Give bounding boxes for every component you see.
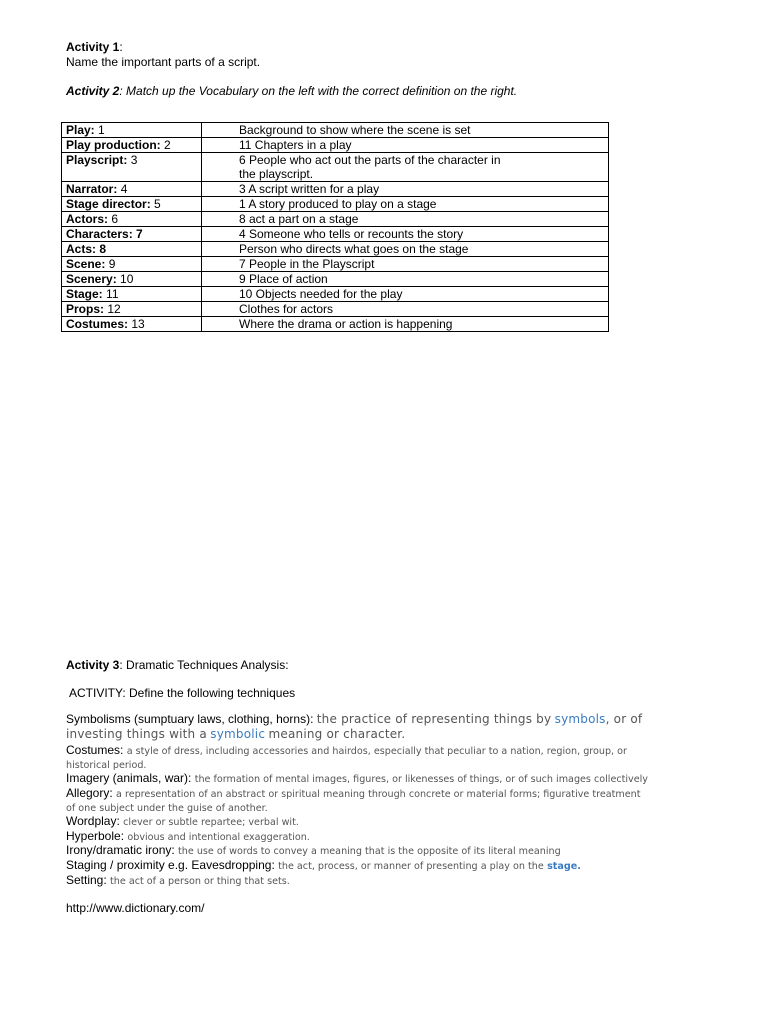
term-cell bbox=[62, 197, 202, 212]
technique-wordplay bbox=[66, 815, 706, 829]
technique-line bbox=[66, 787, 706, 801]
definition-line: the playscript. bbox=[239, 167, 314, 181]
table-row bbox=[62, 138, 609, 153]
technique-definition: the act of a person or thing that sets. bbox=[110, 876, 290, 887]
table-row bbox=[62, 182, 609, 197]
term-cell bbox=[62, 227, 202, 242]
term-label: Narrator: bbox=[66, 182, 118, 196]
technique-definition: the act, process, or manner of presenting a play on the bbox=[278, 861, 544, 872]
technique-staging bbox=[66, 859, 706, 873]
term-number: 9 bbox=[108, 257, 116, 271]
technique-definition: meaning or character. bbox=[268, 727, 406, 741]
table-row bbox=[62, 227, 609, 242]
technique-definition: of one subject under the guise of another. bbox=[66, 803, 268, 814]
technique-term: Symbolisms (sumptuary laws, clothing, horns): bbox=[66, 712, 314, 726]
technique-definition: clever or subtle repartee; verbal wit. bbox=[123, 817, 299, 828]
table-row bbox=[62, 272, 609, 287]
term-number: 8 bbox=[99, 242, 107, 256]
term-cell bbox=[62, 138, 202, 153]
definition-cell: 8 act a part on a stage bbox=[202, 212, 609, 227]
term-label: Playscript: bbox=[66, 153, 128, 167]
term-label: Scenery: bbox=[66, 272, 117, 286]
technique-line bbox=[66, 728, 706, 741]
term-cell bbox=[62, 153, 202, 182]
term-cell bbox=[62, 257, 202, 272]
technique-definition: a representation of an abstract or spiritual meaning through concrete or material forms; figurative treatment bbox=[116, 789, 641, 800]
technique-definition: the practice of representing things by bbox=[316, 712, 552, 726]
activity2-title bbox=[66, 84, 517, 98]
technique-definition: investing things with a bbox=[66, 727, 207, 741]
term-number: 3 bbox=[130, 153, 138, 167]
technique-definition: a style of dress, including accessories and hairdos, especially that peculiar to a nation, region, group, or bbox=[126, 746, 627, 757]
table-row bbox=[62, 302, 609, 317]
activity3-title bbox=[66, 658, 289, 672]
activity3-title-text: : Dramatic Techniques Analysis: bbox=[119, 658, 289, 672]
activity3-subheading: ACTIVITY: Define the following techniques bbox=[69, 686, 296, 700]
definition-cell: Person who directs what goes on the stage bbox=[202, 242, 609, 257]
technique-term: Wordplay: bbox=[66, 814, 120, 828]
term-label: Actors: bbox=[66, 212, 109, 226]
technique-definition: , or of bbox=[605, 712, 643, 726]
table-row bbox=[62, 153, 609, 182]
term-label: Stage: bbox=[66, 287, 103, 301]
technique-hyperbole bbox=[66, 830, 706, 844]
technique-term: Imagery (animals, war): bbox=[66, 771, 192, 785]
term-number: 10 bbox=[120, 272, 134, 286]
term-label: Stage director: bbox=[66, 197, 151, 211]
technique-definition: obvious and intentional exaggeration. bbox=[127, 832, 310, 843]
table-row bbox=[62, 242, 609, 257]
term-cell bbox=[62, 182, 202, 197]
activity2-heading: Activity 2 bbox=[66, 84, 120, 98]
table-row bbox=[62, 197, 609, 212]
source-url[interactable]: http://www.dictionary.com/ bbox=[66, 901, 205, 915]
term-label: Props: bbox=[66, 302, 105, 316]
technique-allegory bbox=[66, 787, 706, 815]
technique-term: Irony/dramatic irony: bbox=[66, 843, 175, 857]
term-label: Costumes: bbox=[66, 317, 129, 331]
definition-cell: Clothes for actors bbox=[202, 302, 609, 317]
term-number: 1 bbox=[98, 123, 105, 137]
technique-term: Hyperbole: bbox=[66, 829, 125, 843]
term-label: Play: bbox=[66, 123, 95, 137]
activity3-heading: Activity 3 bbox=[66, 658, 120, 672]
term-number: 6 bbox=[111, 212, 119, 226]
table-row bbox=[62, 287, 609, 302]
definition-cell: 10 Objects needed for the play bbox=[202, 287, 609, 302]
definition-cell: 11 Chapters in a play bbox=[202, 138, 609, 153]
definition-cell: 1 A story produced to play on a stage bbox=[202, 197, 609, 212]
definition-cell: Where the drama or action is happening bbox=[202, 317, 609, 332]
definition-line: 6 People who act out the parts of the character in bbox=[239, 153, 501, 167]
technique-term: Costumes: bbox=[66, 743, 124, 757]
technique-definition: historical period. bbox=[66, 760, 147, 771]
term-number: 12 bbox=[107, 302, 121, 316]
technique-setting bbox=[66, 874, 706, 888]
table-row bbox=[62, 257, 609, 272]
term-cell bbox=[62, 317, 202, 332]
term-cell bbox=[62, 302, 202, 317]
term-number: 4 bbox=[120, 182, 128, 196]
technique-irony bbox=[66, 844, 706, 858]
term-number: 13 bbox=[131, 317, 145, 331]
technique-definition: the formation of mental images, figures, or likenesses of things, or of such images collectively bbox=[194, 774, 648, 785]
term-number: 2 bbox=[164, 138, 171, 152]
term-number: 11 bbox=[106, 287, 119, 301]
term-label: Acts: bbox=[66, 242, 97, 256]
definition-cell: Background to show where the scene is set bbox=[202, 123, 609, 138]
definition-cell: 3 A script written for a play bbox=[202, 182, 609, 197]
technique-symbolisms bbox=[66, 713, 706, 741]
table-row bbox=[62, 317, 609, 332]
term-label: Scene: bbox=[66, 257, 106, 271]
technique-term: Staging / proximity e.g. Eavesdropping: bbox=[66, 858, 275, 872]
technique-costumes bbox=[66, 744, 706, 772]
definition-cell bbox=[202, 153, 609, 182]
activity1-instruction: Name the important parts of a script. bbox=[66, 55, 261, 69]
technique-line bbox=[66, 801, 706, 815]
definition-cell: 7 People in the Playscript bbox=[202, 257, 609, 272]
technique-term: Allegory: bbox=[66, 786, 113, 800]
term-cell bbox=[62, 287, 202, 302]
activity2-instruction: : Match up the Vocabulary on the left with the correct definition on the right. bbox=[119, 84, 518, 98]
technique-imagery bbox=[66, 772, 706, 786]
table-row bbox=[62, 212, 609, 227]
definition-cell: 9 Place of action bbox=[202, 272, 609, 287]
activity1-colon: : bbox=[119, 40, 123, 54]
technique-definition: the use of words to convey a meaning that is the opposite of its literal meaning bbox=[178, 846, 561, 857]
term-cell bbox=[62, 123, 202, 138]
technique-line bbox=[66, 744, 706, 758]
stage-link[interactable]: stage. bbox=[547, 861, 581, 872]
term-label: Characters: bbox=[66, 227, 133, 241]
term-cell bbox=[62, 242, 202, 257]
activity1-title bbox=[66, 40, 123, 54]
symbols-link[interactable]: symbols bbox=[554, 712, 606, 726]
definition-cell: 4 Someone who tells or recounts the story bbox=[202, 227, 609, 242]
term-cell bbox=[62, 272, 202, 287]
technique-line bbox=[66, 758, 706, 772]
term-label: Play production: bbox=[66, 138, 161, 152]
term-number: 7 bbox=[136, 227, 143, 241]
technique-line bbox=[66, 713, 706, 726]
vocabulary-table bbox=[61, 122, 609, 332]
term-number: 5 bbox=[154, 197, 161, 211]
table-row bbox=[62, 123, 609, 138]
symbolic-link[interactable]: symbolic bbox=[210, 727, 266, 741]
term-cell bbox=[62, 212, 202, 227]
activity1-heading: Activity 1 bbox=[66, 40, 120, 54]
technique-term: Setting: bbox=[66, 873, 107, 887]
